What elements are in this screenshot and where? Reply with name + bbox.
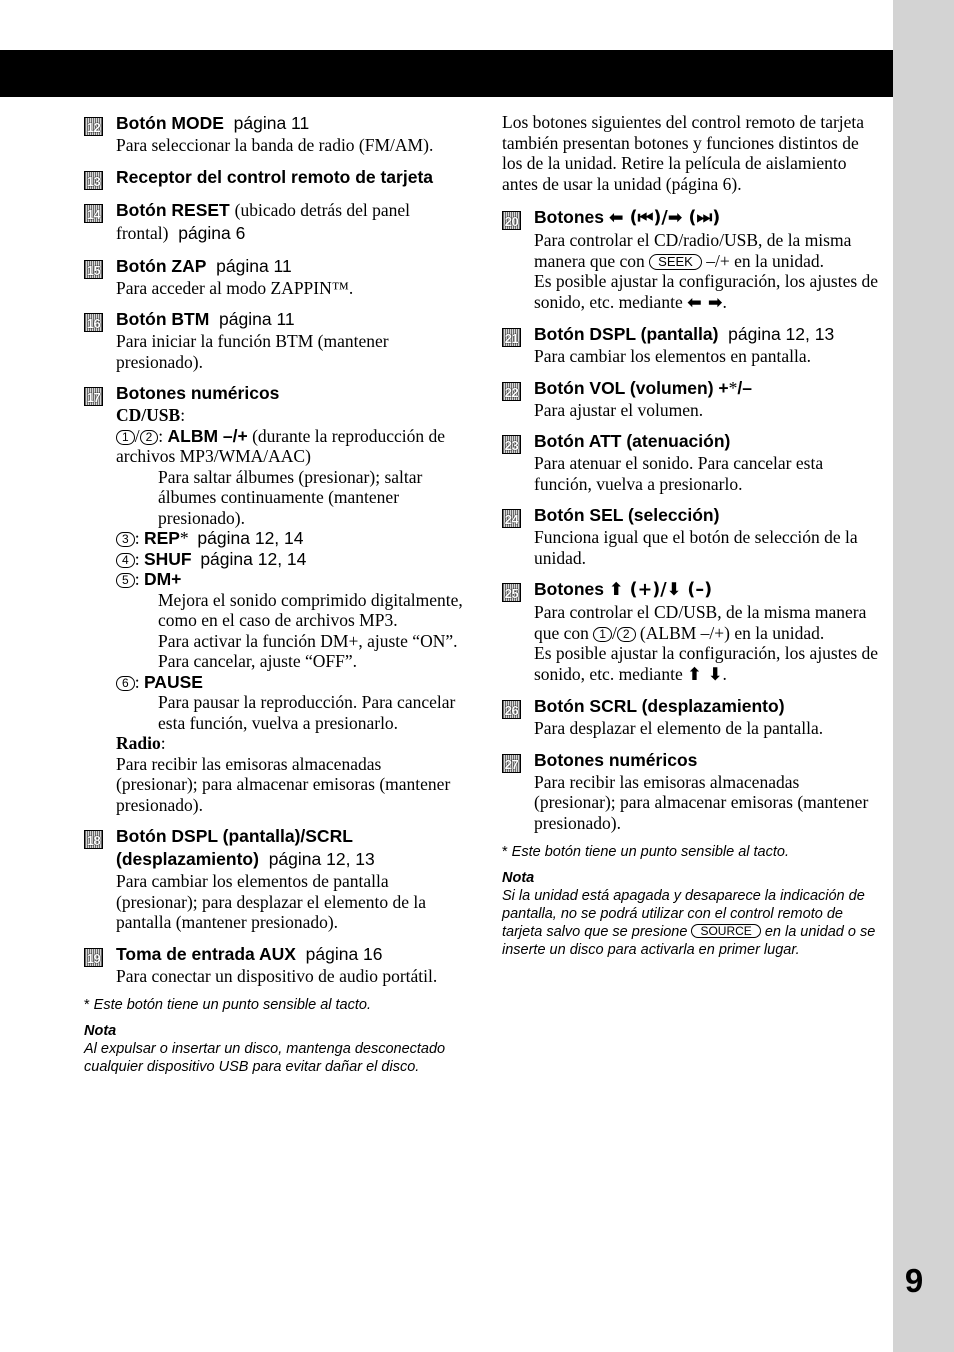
item-title: Botón DSPL (pantalla) <box>534 324 719 344</box>
item-title: Botones numéricos <box>116 383 280 403</box>
item-number-badge: 13 <box>84 171 103 190</box>
item-number-badge: 25 <box>502 583 521 602</box>
item-17: 17 Botones numéricos CD/USB: 1 / 2 : ALBM –/+ (durante la reproducción de archivos MP3/WMA/AAC) Para saltar álbumes (presionar); saltar álbumes continuamente (mantener presionado). 3 : REP* página 12, 14 4 : SHUF página 12, 14 5 : DM+ Mejora el sonido comprimido digitalmente, como en el caso de archivos MP3. Para activar la función DM+, ajuste “ON”. Para cancelar, ajuste “OFF”. 6 : PAUSE Para pausar la reproducción. Para cancelar esta función, vuelva a presionarlo. Radio: Para recibir las emisoras almacenadas (presionar); para almacenar emisoras (mantener presionado). <box>84 382 466 815</box>
item-title: Botones <box>534 207 604 227</box>
item-15 <box>84 255 466 299</box>
item-number-badge: 21 <box>502 328 521 347</box>
page-reference: página 6 <box>178 222 246 243</box>
item-25: 25 Botones ⬆ (+)/⬇ (–) Para controlar el CD/USB, de la misma manera que con 1 / 2 (ALBM –/+) en la unidad. Es posible ajustar la configuración, los ajustes de sonido, etc. mediante ⬆ ⬇. <box>502 578 882 685</box>
item-number-badge: 14 <box>84 204 103 223</box>
key-3: 3 <box>116 532 135 547</box>
item-14 <box>84 199 466 245</box>
item-26 <box>502 695 882 739</box>
item-title: Botones <box>534 579 604 599</box>
item-description: Para conectar un dispositivo de audio portátil. <box>116 965 438 986</box>
right-column <box>502 112 882 959</box>
item-number-badge: 18 <box>84 830 103 849</box>
footnote: * Este botón tiene un punto sensible al tacto. <box>84 997 371 1013</box>
item-number-badge: 27 <box>502 754 521 773</box>
note-text: Si la unidad está apagada y desaparece la indicación de pantalla, no se podrá utilizar con el control remoto de tarjeta salvo que se presione <box>502 888 865 940</box>
item-number-badge: 24 <box>502 509 521 528</box>
key-2: 2 <box>140 430 159 445</box>
item-21 <box>502 323 882 367</box>
item-22: 22 Botón VOL (volumen) +*/– Para ajustar el volumen. <box>502 377 882 421</box>
page-reference: página 12, 14 <box>197 528 304 548</box>
cd-usb-label: CD/USB <box>116 405 181 425</box>
item-title: Botón DSPL (pantalla)/SCRL (desplazamiento) <box>116 826 353 869</box>
radio-description: Para recibir las emisoras almacenadas (presionar); para almacenar emisoras (mantener presionado). <box>116 753 451 815</box>
item-title-tail: /– <box>737 377 752 398</box>
item-description: Para cambiar los elementos de pantalla (presionar); para desplazar el elemento de la pantalla (mantener presionado). <box>116 871 426 932</box>
item-description: Para ajustar el volumen. <box>534 399 704 420</box>
header-bar <box>0 50 893 97</box>
item-27 <box>502 749 882 834</box>
item-20: 20 Botones ⬅ (⏮)/➡ (⏭) Para controlar el CD/radio/USB, de la misma manera que con SEEK –/+ en la unidad. Es posible ajustar la configuración, los ajustes de sonido, etc. mediante ⬅ ➡. <box>502 206 882 313</box>
item-title: Botón RESET <box>116 199 230 220</box>
item-title: Botón BTM <box>116 309 210 329</box>
item-description: Para iniciar la función BTM (mantener presionado). <box>116 331 389 372</box>
item-title: Botón SEL (selección) <box>534 505 720 525</box>
item-number-badge: 19 <box>84 948 103 967</box>
key-4: 4 <box>116 553 135 568</box>
key-2: 2 <box>617 627 636 642</box>
pause-description: Para pausar la reproducción. Para cancelar esta función, vuelva a presionarlo. <box>158 692 456 733</box>
item-title: Botones numéricos <box>534 749 698 770</box>
item-description: Para atenuar el sonido. Para cancelar esta función, vuelva a presionarlo. <box>534 453 824 494</box>
note-title: Nota <box>502 870 535 886</box>
item-description: (ALBM –/+) en la unidad. <box>639 622 825 643</box>
page-reference: página 16 <box>305 943 383 964</box>
item-number-badge: 26 <box>502 700 521 719</box>
item-description: Para seleccionar la banda de radio (FM/AM). <box>116 135 434 155</box>
dm-description-1: Mejora el sonido comprimido digitalmente, como en el caso de archivos MP3. <box>158 589 463 630</box>
radio-label: Radio <box>116 733 161 753</box>
shuf-label: SHUF <box>143 548 192 569</box>
item-description: Para controlar el CD/radio/USB, de la misma manera que con <box>534 230 852 271</box>
page-reference: página 11 <box>233 113 310 133</box>
note-text: en la unidad o se inserte un disco para activarla en primer lugar. <box>502 924 876 958</box>
footnote: * Este botón tiene un punto sensible al tacto. <box>502 844 789 860</box>
left-column <box>84 112 466 1076</box>
key-1: 1 <box>116 430 135 445</box>
item-description: Funciona igual que el botón de selección de la unidad. <box>534 527 858 568</box>
item-description: Para desplazar el elemento de la pantalla. <box>534 718 824 738</box>
key-1: 1 <box>593 627 612 642</box>
page-reference: página 11 <box>216 255 292 276</box>
arrow-up-down-icon: ⬆ ⬇ <box>687 664 723 685</box>
item-description: Es posible ajustar la configuración, los ajustes de sonido, etc. mediante <box>534 271 879 312</box>
item-number-badge: 22 <box>502 382 521 401</box>
page-reference: página 12, 14 <box>200 548 307 569</box>
source-key: SOURCE <box>691 924 760 938</box>
note-text: Al expulsar o insertar un disco, mantenga desconectado cualquier dispositivo USB para evitar dañar el disco. <box>84 1041 446 1075</box>
item-title: Botón ZAP <box>116 255 207 276</box>
item-24 <box>502 504 882 568</box>
item-title: Botón MODE <box>116 113 224 133</box>
item-19 <box>84 943 466 987</box>
item-number-badge: 16 <box>84 313 103 332</box>
page-reference: página 11 <box>219 309 295 329</box>
item-title: Toma de entrada AUX <box>116 943 296 964</box>
item-description: Para acceder al modo ZAPPIN™. <box>116 277 354 298</box>
albm-description: Para saltar álbumes (presionar); saltar álbumes continuamente (mantener presionado). <box>158 466 423 528</box>
albm-label: ALBM –/+ <box>167 425 248 446</box>
key-6: 6 <box>116 676 135 691</box>
albm-note: (durante la reproducción de archivos MP3/WMA/AAC) <box>116 425 446 466</box>
page-reference: página 12, 13 <box>268 849 375 869</box>
key-5: 5 <box>116 573 135 588</box>
item-title: Botón VOL (volumen) + <box>534 377 729 398</box>
item-description: Es posible ajustar la configuración, los ajustes de sonido, etc. mediante <box>534 643 879 684</box>
item-12 <box>84 112 466 156</box>
note <box>84 1022 466 1076</box>
arrow-left-right-icon: ⬅ ➡ <box>687 292 723 313</box>
item-description: Para cambiar los elementos en pantalla. <box>534 346 811 366</box>
intro-paragraph: Los botones siguientes del control remoto de tarjeta también presentan botones y funciones distintos de los de la unidad. Retire la película de aislamiento antes de usar la unidad (página 6). <box>502 112 865 194</box>
page-number: 9 <box>904 1262 924 1299</box>
item-description: Para controlar el CD/USB, de la misma manera que con <box>534 602 867 643</box>
item-number-badge: 20 <box>502 211 521 230</box>
item-description: –/+ en la unidad. <box>706 250 824 271</box>
page-reference: página 12, 13 <box>728 324 835 344</box>
arrow-up-down-icon: ⬆ (+)/⬇ (–) <box>608 580 713 600</box>
note <box>502 869 882 959</box>
item-18 <box>84 825 466 933</box>
rep-label: REP <box>143 528 180 548</box>
dm-description-2: Para activar la función DM+, ajuste “ON”. Para cancelar, ajuste “OFF”. <box>158 630 458 671</box>
page-side-tab <box>893 0 954 1352</box>
arrow-left-right-icon: ⬅ (⏮)/➡ (⏭) <box>608 208 721 228</box>
item-title: Botón ATT (atenuación) <box>534 431 731 451</box>
item-13 <box>84 166 466 189</box>
pause-label: PAUSE <box>143 671 203 692</box>
item-number-badge: 15 <box>84 260 103 279</box>
item-number-badge: 12 <box>84 117 103 136</box>
item-number-badge: 23 <box>502 435 521 454</box>
seek-key: SEEK <box>649 254 702 270</box>
item-title: Receptor del control remoto de tarjeta <box>116 166 434 187</box>
item-16 <box>84 308 466 372</box>
item-title: Botón SCRL (desplazamiento) <box>534 696 785 716</box>
item-number-badge: 17 <box>84 387 103 406</box>
note-title: Nota <box>84 1023 117 1039</box>
dm-label: DM+ <box>143 569 182 589</box>
item-description: Para recibir las emisoras almacenadas (presionar); para almacenar emisoras (mantener presionado). <box>534 771 869 833</box>
item-title-note: (ubicado detrás del panel frontal) <box>116 199 411 243</box>
item-23 <box>502 430 882 494</box>
